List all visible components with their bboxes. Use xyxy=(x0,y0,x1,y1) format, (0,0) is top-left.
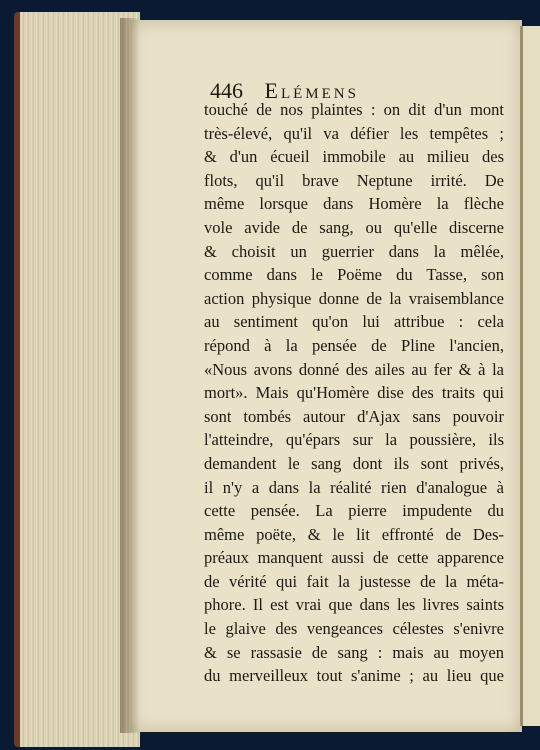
facing-page-edge xyxy=(520,26,540,726)
page-number: 446 xyxy=(210,78,243,103)
text-line: vole avide de sang, ou qu'elle discerne xyxy=(204,217,504,237)
text-line: «Nous avons donné des ailes au fer & à la xyxy=(204,359,504,379)
text-line: demandent le sang dont ils sont privés, xyxy=(204,453,504,473)
text-line: & se rassasie de sang : mais au moyen xyxy=(204,642,504,662)
running-title: Elémens xyxy=(264,78,359,103)
text-line: mort». Mais qu'Homère dise des traits qui xyxy=(204,383,504,403)
text-line: très-élevé, qu'il va défier les tempêtes ; xyxy=(204,123,504,143)
text-line: préaux manquent aussi de cette apparence xyxy=(204,548,504,568)
page-body-text xyxy=(204,98,504,688)
book-page xyxy=(130,20,522,732)
text-line: cette pensée. La pierre impudente du xyxy=(204,501,504,521)
text-line: au sentiment qu'on lui attribue : cela xyxy=(204,312,504,332)
text-line: comme dans le Poëme du Tasse, son xyxy=(204,265,504,285)
text-line: phore. Il est vrai que dans les livres saints xyxy=(204,595,504,615)
text-line: & d'un écueil immobile au milieu des xyxy=(204,147,504,167)
text-line: & choisit un guerrier dans la mêlée, xyxy=(204,241,504,261)
page-gutter-shadow xyxy=(120,18,140,733)
text-line: du merveilleux tout s'anime ; au lieu que xyxy=(204,666,504,686)
text-line: le glaive des vengeances célestes s'enivre xyxy=(204,619,504,639)
text-line: sont tombés autour d'Ajax sans pouvoir xyxy=(204,406,504,426)
text-line: il n'y a dans la réalité rien d'analogue à xyxy=(204,477,504,497)
text-line: l'atteindre, qu'épars sur la poussière, ils xyxy=(204,430,504,450)
text-line: même poëte, & le lit effronté de Des- xyxy=(204,524,504,544)
text-line: action physique donne de la vraisemblance xyxy=(204,288,504,308)
text-line: répond à la pensée de Pline l'ancien, xyxy=(204,335,504,355)
text-line: flots, qu'il brave Neptune irrité. De xyxy=(204,170,504,190)
text-line: touché de nos plaintes : on dit d'un mont xyxy=(204,100,504,119)
text-line: même lorsque dans Homère la flèche xyxy=(204,194,504,214)
text-line: de vérité qui fait la justesse de la méta- xyxy=(204,571,504,591)
